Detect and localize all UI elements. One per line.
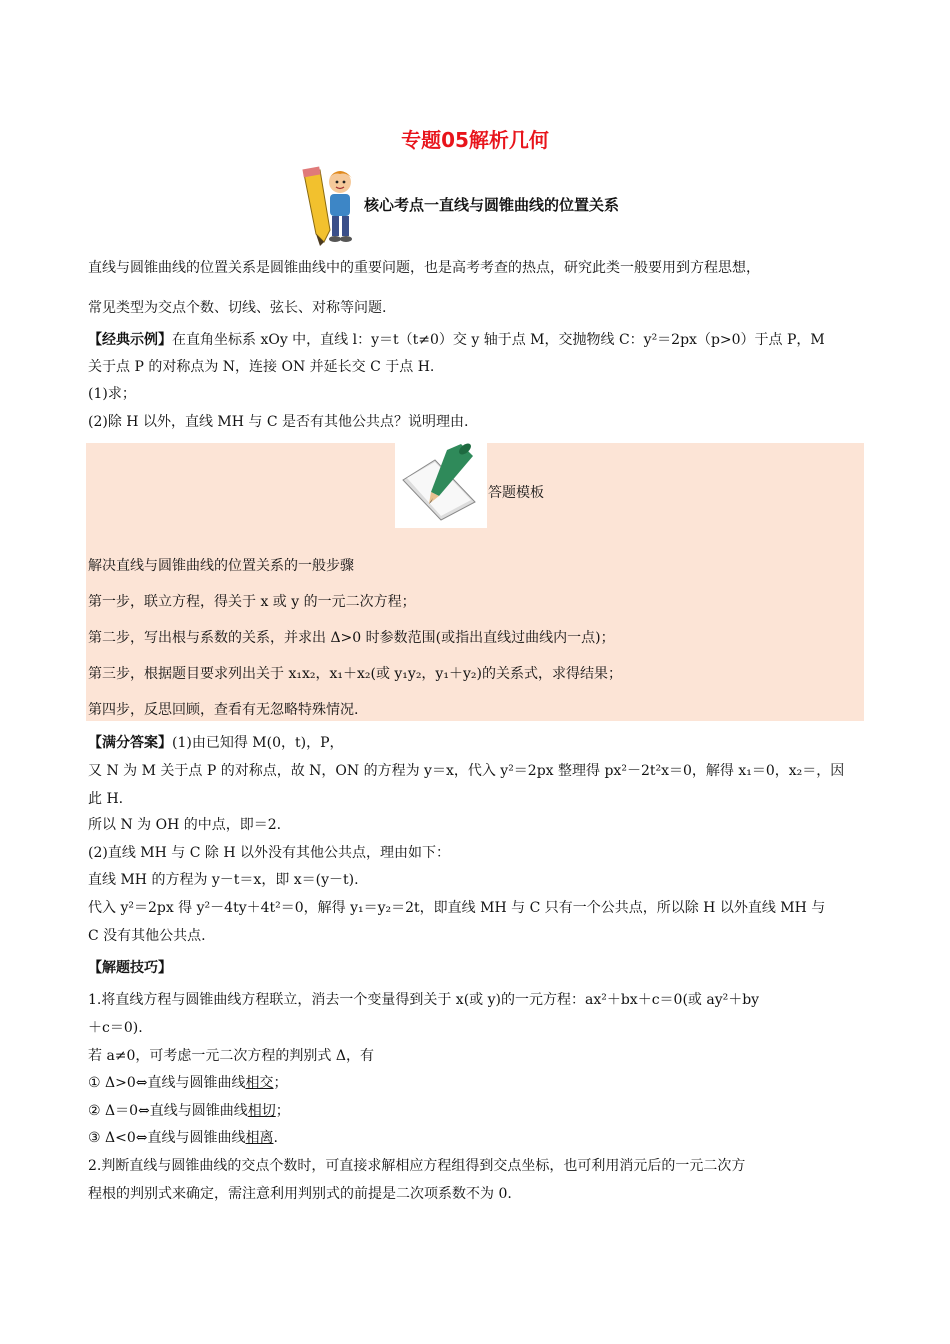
answer-line: 又 N 为 M 关于点 P 的对称点，故 N，ON 的方程为 y＝x，代入 y²＝2px 整理得 px²－2t²x＝0，解得 x₁＝0，x₂＝，因 (88, 763, 845, 779)
case-punct: . (273, 1130, 278, 1146)
answer-text: (1)由已知得 M(0，t)，P， (172, 735, 344, 751)
answer-line (88, 733, 344, 753)
answer-line: 所以 N 为 OH 的中点，即＝2. (88, 817, 282, 833)
pencil-notepad-icon (395, 440, 487, 528)
question-2: (2)除 H 以外，直线 MH 与 C 是否有其他公共点？说明理由. (88, 414, 469, 430)
tips-point2: 程根的判别式来确定，需注意利用判别式的前提是二次项系数不为 0. (88, 1186, 512, 1202)
case-text: ③ Δ<0⇔直线与圆锥曲线 (88, 1130, 246, 1146)
case-keyword: 相交 (245, 1075, 274, 1091)
section-subtitle: 核心考点一直线与圆锥曲线的位置关系 (364, 196, 620, 214)
example-heading: 【经典示例】 (88, 332, 172, 348)
template-step: 第一步，联立方程，得关于 x 或 y 的一元二次方程； (88, 594, 416, 610)
answer-line: 此 H. (88, 791, 124, 807)
case-keyword: 相离 (245, 1130, 274, 1146)
case-punct: ； (273, 1075, 288, 1091)
case-line (88, 1073, 287, 1093)
case-line (88, 1128, 278, 1148)
template-step: 第二步，写出根与系数的关系，并求出 Δ>0 时参数范围(或指出直线过曲线内一点)； (88, 630, 615, 646)
boy-with-pencil-icon (300, 164, 360, 246)
case-keyword: 相切 (247, 1103, 276, 1119)
question-1: (1)求； (88, 386, 136, 402)
tips-point2: 2.判断直线与圆锥曲线的交点个数时，可直接求解相应方程组得到交点坐标，也可利用消元后的一元二次方 (88, 1158, 746, 1174)
tips-heading: 【解题技巧】 (88, 960, 172, 976)
example-text: 在直角坐标系 xOy 中，直线 l：y＝t（t≠0）交 y 轴于点 M，交抛物线 C：y²＝2px（p>0）于点 P，M (172, 332, 825, 348)
example-line (88, 330, 825, 350)
intro-line: 常见类型为交点个数、切线、弦长、对称等问题. (88, 300, 387, 316)
template-label: 答题模板 (488, 485, 544, 501)
tips-line: 若 a≠0，可考虑一元二次方程的判别式 Δ，有 (88, 1048, 374, 1064)
answer-line: 直线 MH 的方程为 y－t＝x，即 x＝(y－t). (88, 872, 359, 888)
answer-line: (2)直线 MH 与 C 除 H 以外没有其他公共点，理由如下： (88, 845, 450, 861)
case-line (88, 1101, 290, 1121)
answer-heading: 【满分答案】 (88, 735, 172, 751)
template-step: 第三步，根据题目要求列出关于 x₁x₂，x₁＋x₂(或 y₁y₂，y₁＋y₂)的关系式，求得结果； (88, 666, 622, 682)
case-text: ② Δ＝0⇔直线与圆锥曲线 (88, 1103, 248, 1119)
template-step: 第四步，反思回顾，查看有无忽略特殊情况. (88, 702, 359, 718)
answer-line: 代入 y²＝2px 得 y²－4ty＋4t²＝0，解得 y₁＝y₂＝2t，即直线 MH 与 C 只有一个公共点，所以除 H 以外直线 MH 与 (88, 900, 826, 916)
example-line: 关于点 P 的对称点为 N，连接 ON 并延长交 C 于点 H. (88, 359, 435, 375)
case-text: ① Δ>0⇔直线与圆锥曲线 (88, 1075, 246, 1091)
tips-line: 1.将直线方程与圆锥曲线方程联立，消去一个变量得到关于 x(或 y)的一元方程：ax²＋bx＋c＝0(或 ay²＋by (88, 992, 760, 1008)
template-step: 解决直线与圆锥曲线的位置关系的一般步骤 (88, 558, 354, 574)
intro-line: 直线与圆锥曲线的位置关系是圆锥曲线中的重要问题，也是高考考查的热点，研究此类一般要用到方程思想， (88, 260, 760, 276)
answer-line: C 没有其他公共点. (88, 928, 206, 944)
tips-line: ＋c＝0). (88, 1020, 143, 1036)
case-punct: ； (275, 1103, 290, 1119)
page-title: 专题05解析几何 (401, 128, 549, 152)
